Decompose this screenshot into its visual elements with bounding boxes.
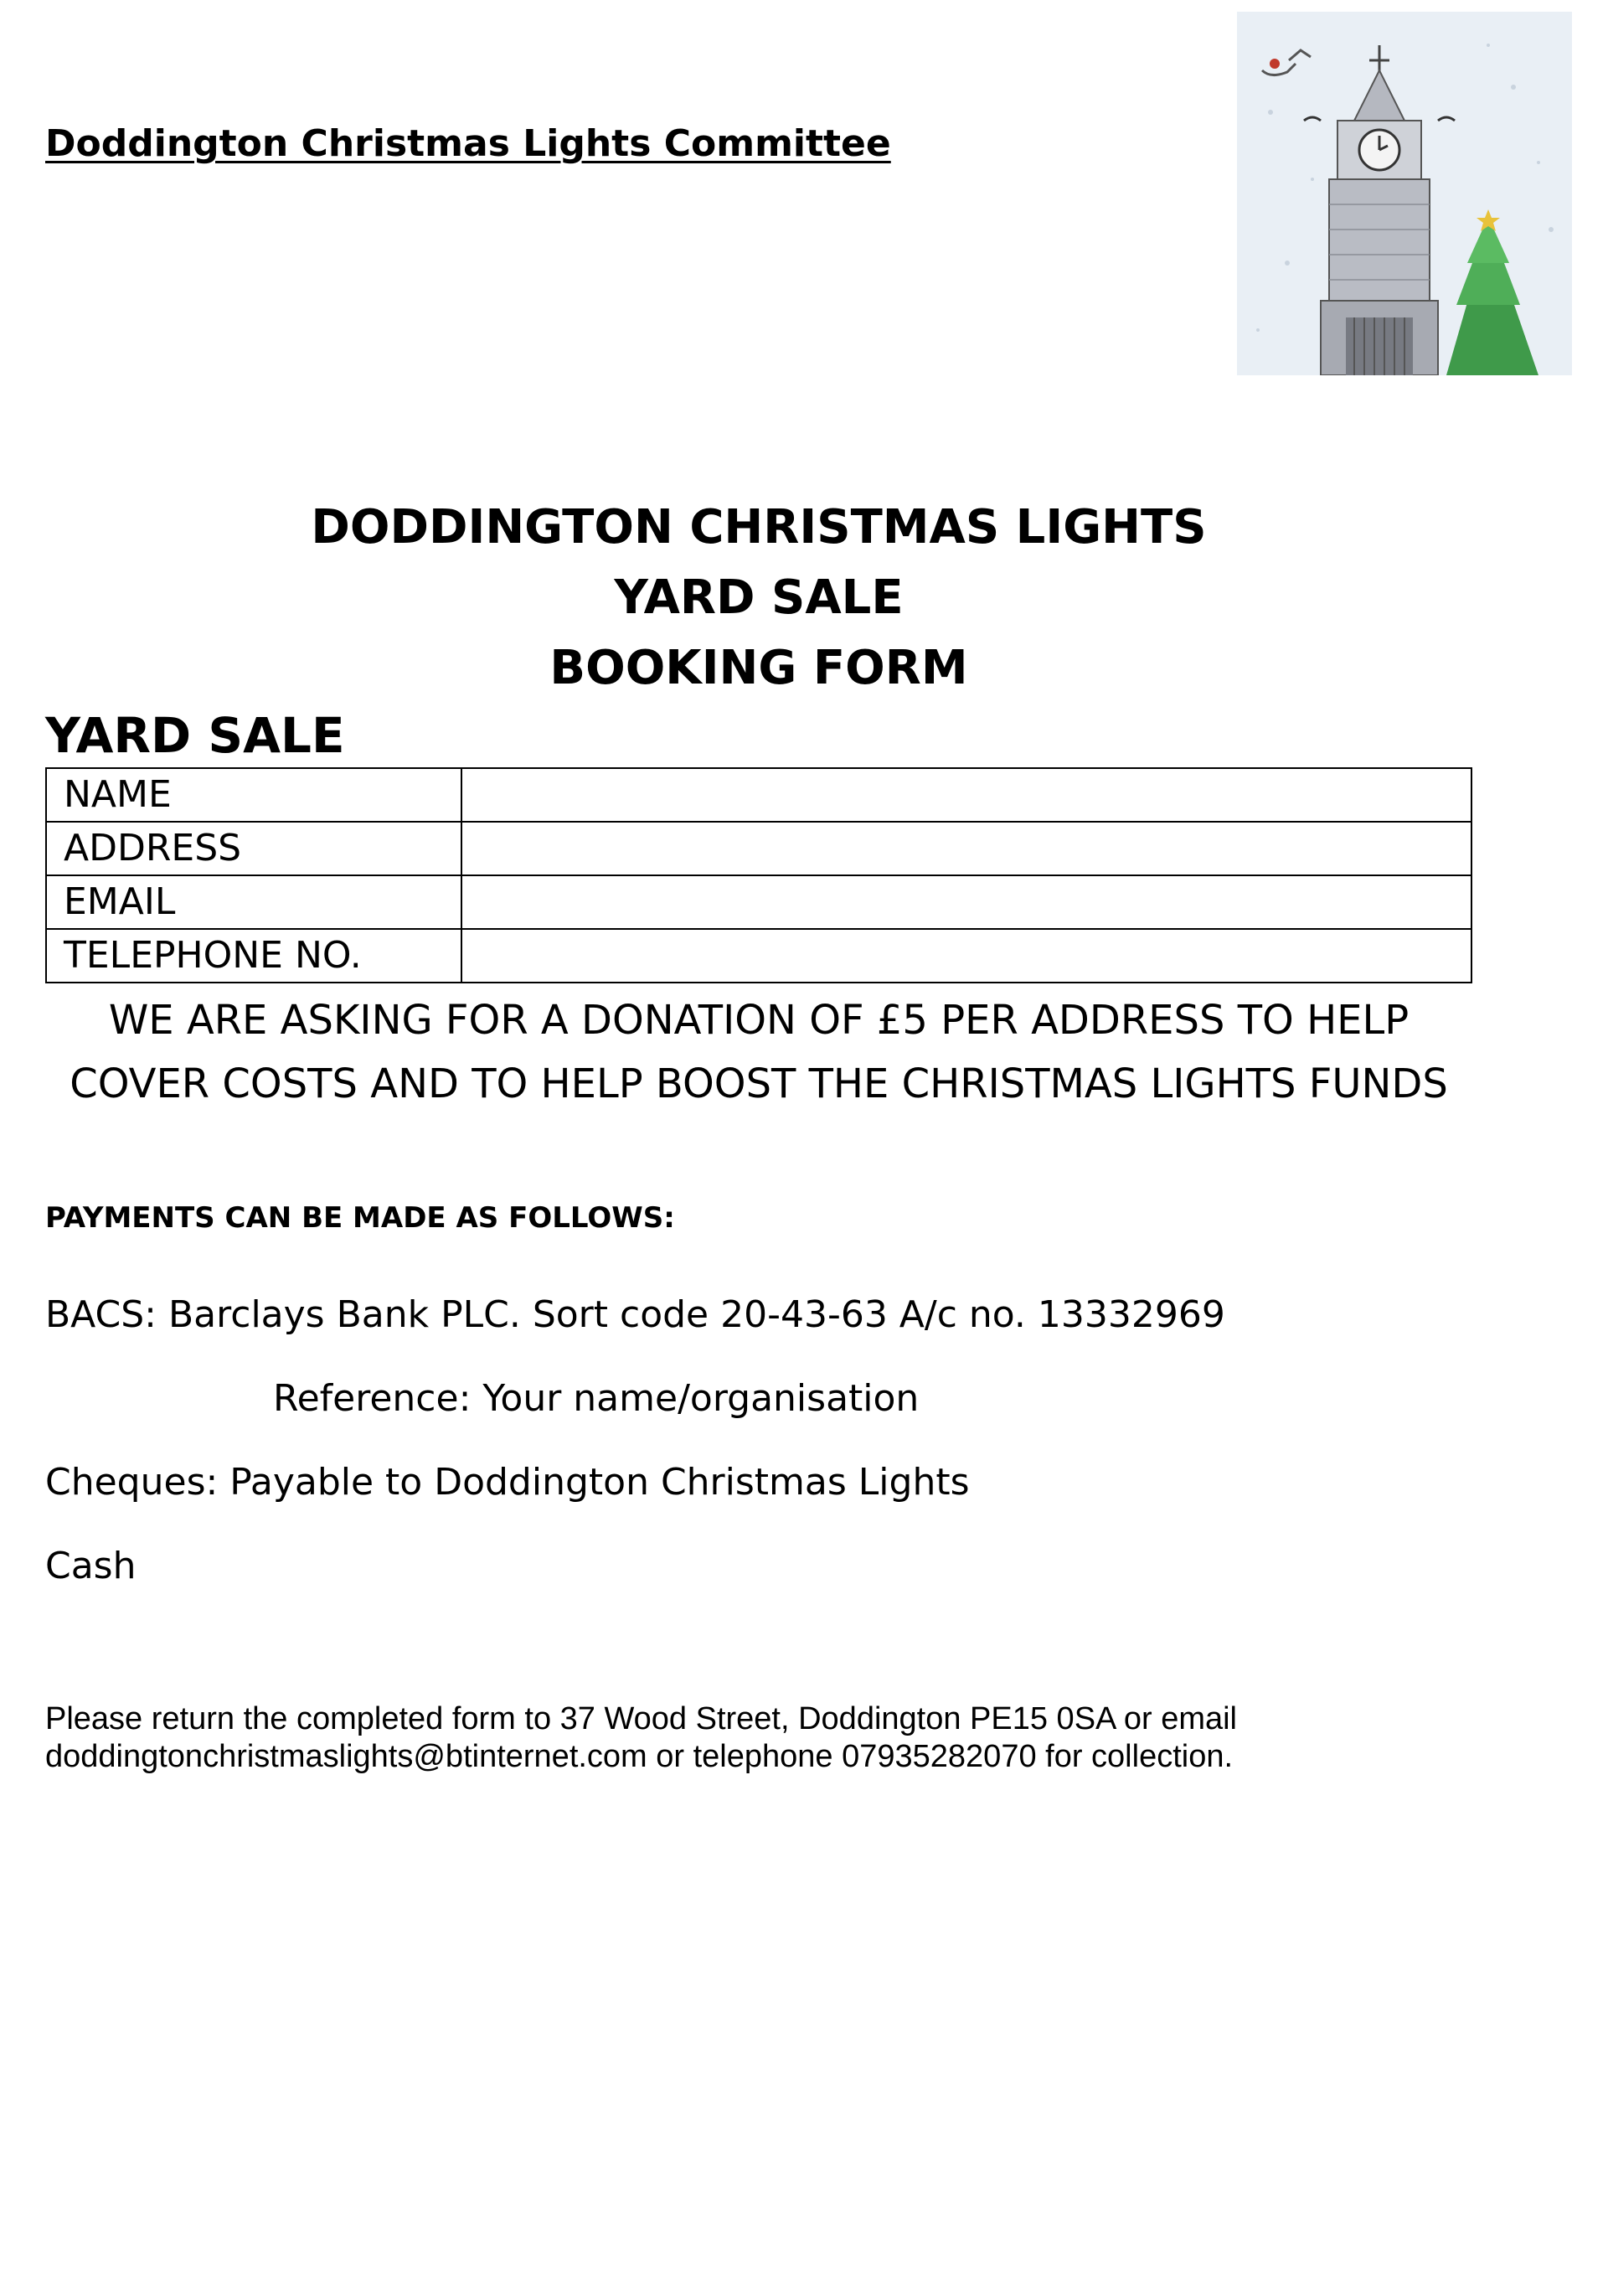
return-line-1: Please return the completed form to 37 Wood Street, Doddington PE15 0SA or email [45, 1701, 1237, 1736]
payments-heading: PAYMENTS CAN BE MADE AS FOLLOWS: [45, 1201, 675, 1235]
address-field[interactable] [461, 822, 1471, 875]
telephone-label: TELEPHONE NO. [46, 929, 461, 983]
payment-cash: Cash [45, 1545, 137, 1587]
return-line-2: doddingtonchristmaslights@btinternet.com or telephone 07935282070 for collection. [45, 1739, 1234, 1774]
title-line-2: YARD SALE [614, 570, 904, 625]
donation-notice [0, 988, 1518, 1116]
payment-bacs: BACS: Barclays Bank PLC. Sort code 20-43-63 A/c no. 13332969 [45, 1293, 1225, 1336]
form-row-telephone [46, 929, 1471, 983]
donation-line-2: COVER COSTS AND TO HELP BOOST THE CHRISTMAS LIGHTS FUNDS [70, 1060, 1448, 1107]
main-title [0, 493, 1518, 704]
name-label: NAME [46, 768, 461, 822]
donation-line-1: WE ARE ASKING FOR A DONATION OF £5 PER ADDRESS TO HELP [108, 997, 1410, 1044]
email-field[interactable] [461, 875, 1471, 929]
committee-name: Doddington Christmas Lights Committee [45, 122, 891, 165]
address-label: ADDRESS [46, 822, 461, 875]
form-row-address [46, 822, 1471, 875]
title-line-3: BOOKING FORM [549, 641, 968, 695]
section-heading: YARD SALE [45, 707, 345, 764]
name-field[interactable] [461, 768, 1471, 822]
email-label: EMAIL [46, 875, 461, 929]
form-row-email [46, 875, 1471, 929]
clock-tower-illustration [1237, 12, 1572, 375]
title-line-1: DODDINGTON CHRISTMAS LIGHTS [311, 500, 1207, 555]
form-row-name [46, 768, 1471, 822]
telephone-field[interactable] [461, 929, 1471, 983]
booking-form-table [45, 767, 1472, 983]
payment-reference: Reference: Your name/organisation [273, 1377, 920, 1420]
return-instructions [45, 1700, 1237, 1776]
payment-cheques: Cheques: Payable to Doddington Christmas Lights [45, 1461, 970, 1504]
